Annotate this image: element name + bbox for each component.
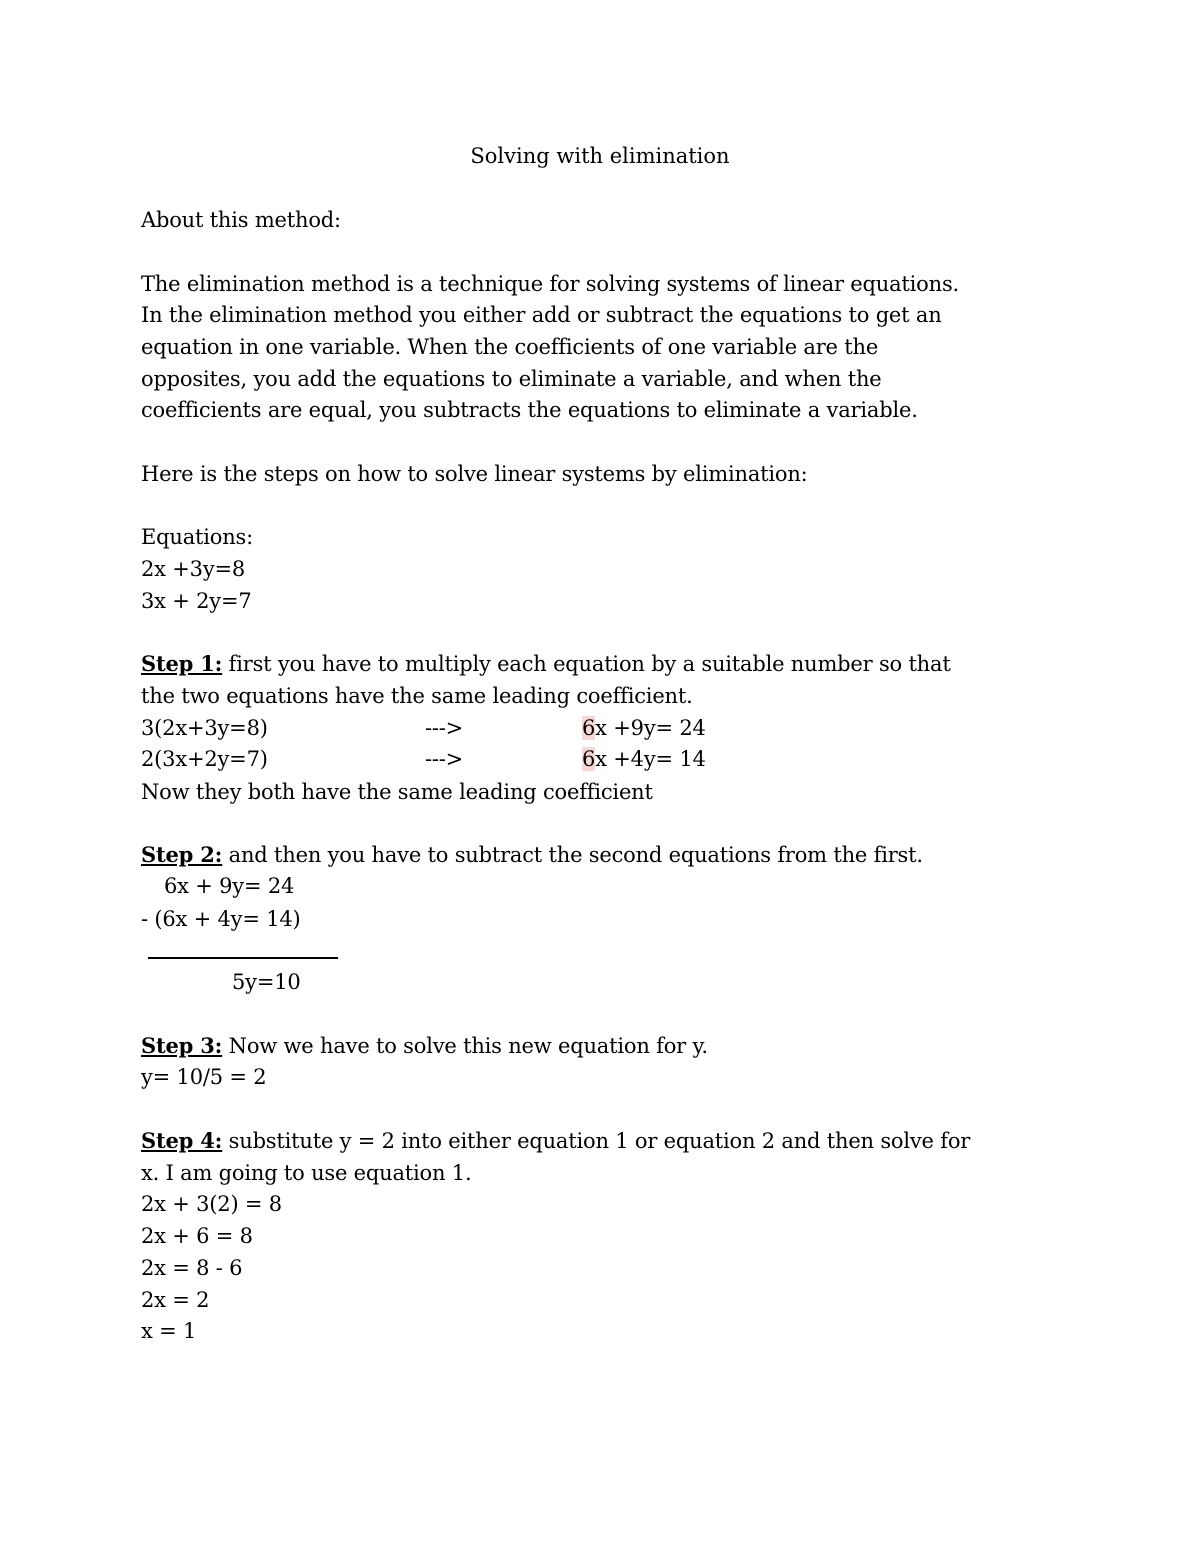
step1-line: [141, 650, 951, 678]
step4-work-2: 2x + 6 = 8: [141, 1224, 253, 1248]
step4-work-1: 2x + 3(2) = 8: [141, 1192, 282, 1216]
step1-row-2-left: 2(3x+2y=7): [141, 747, 268, 771]
step1-row-1-rest: x +9y= 24: [595, 716, 706, 740]
step1-row-2-rest: x +4y= 14: [595, 747, 706, 771]
step1-label: Step 1:: [141, 651, 223, 676]
step1-row-2-arrow: --->: [425, 747, 464, 771]
step2-result: 5y=10: [232, 970, 301, 994]
equation-1: 2x +3y=8: [141, 557, 246, 581]
step2-line2: - (6x + 4y= 14): [141, 907, 301, 931]
step1-row-1: [141, 714, 841, 742]
step2-label: Step 2:: [141, 842, 223, 867]
step4-work-4: 2x = 2: [141, 1288, 210, 1312]
step1-note: Now they both have the same leading coefficient: [141, 780, 653, 804]
step3-text: Now we have to solve this new equation for y.: [222, 1034, 708, 1058]
step2-line1: 6x + 9y= 24: [164, 874, 295, 898]
equation-2: 3x + 2y=7: [141, 589, 252, 613]
step3-line: [141, 1032, 708, 1060]
step4-text2: x. I am going to use equation 1.: [141, 1161, 472, 1185]
intro-line-1: The elimination method is a technique for solving systems of linear equations.: [141, 272, 960, 296]
step1-text: first you have to multiply each equation by a suitable number so that: [222, 652, 951, 676]
step1-row-1-highlight: 6: [582, 716, 596, 740]
about-heading: About this method:: [141, 208, 341, 232]
step1-row-1-left: 3(2x+3y=8): [141, 716, 268, 740]
subtraction-rule: [148, 957, 338, 959]
step1-row-2: [141, 745, 841, 773]
step4-label: Step 4:: [141, 1128, 223, 1153]
intro-line-5: coefficients are equal, you subtracts the equations to eliminate a variable.: [141, 398, 918, 422]
step1-row-2-result: [582, 745, 706, 773]
step1-row-2-highlight: 6: [582, 747, 596, 771]
intro-line-4: opposites, you add the equations to eliminate a variable, and when the: [141, 367, 882, 391]
step3-result: y= 10/5 = 2: [141, 1065, 267, 1089]
step4-line: [141, 1127, 970, 1155]
intro-line-3: equation in one variable. When the coefficients of one variable are the: [141, 335, 879, 359]
step1-row-1-arrow: --->: [425, 716, 464, 740]
step2-text: and then you have to subtract the second equations from the first.: [222, 843, 923, 867]
step2-line: [141, 841, 923, 869]
intro-line-2: In the elimination method you either add or subtract the equations to get an: [141, 303, 942, 327]
step1-text2: the two equations have the same leading coefficient.: [141, 684, 693, 708]
step3-label: Step 3:: [141, 1033, 223, 1058]
step4-work-3: 2x = 8 - 6: [141, 1256, 243, 1280]
step4-text: substitute y = 2 into either equation 1 or equation 2 and then solve for: [222, 1129, 971, 1153]
step4-work-5: x = 1: [141, 1319, 197, 1343]
step1-row-1-result: [582, 714, 706, 742]
page-title: Solving with elimination: [470, 144, 730, 168]
equations-heading: Equations:: [141, 525, 253, 549]
steps-intro: Here is the steps on how to solve linear systems by elimination:: [141, 462, 808, 486]
